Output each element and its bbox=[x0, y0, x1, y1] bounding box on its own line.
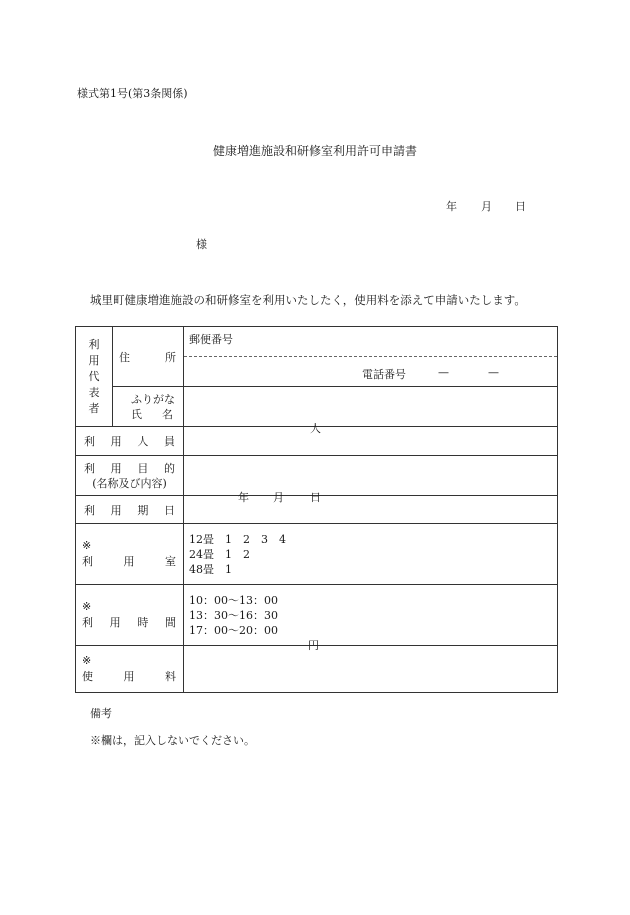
addressee-suffix: 様 bbox=[196, 238, 207, 251]
remarks-label: 備考 bbox=[90, 707, 112, 720]
phone-dash-1: — bbox=[438, 366, 449, 379]
time-options[interactable] bbox=[184, 585, 558, 646]
postal-code-label: 郵便番号 bbox=[189, 333, 233, 346]
attendees-field[interactable] bbox=[184, 422, 558, 456]
phone-label: 電話番号 bbox=[362, 368, 406, 381]
use-date-day: 日 bbox=[310, 491, 321, 504]
time-option-2[interactable]: 13：30〜16：30 bbox=[189, 608, 278, 622]
document-title: 健康増進施設和研修室利用許可申請書 bbox=[212, 144, 417, 158]
address-label: 住 所 bbox=[113, 327, 184, 387]
room-options[interactable] bbox=[184, 524, 558, 585]
name-field[interactable] bbox=[184, 387, 558, 427]
room-option-24[interactable]: 24畳 1 2 bbox=[189, 547, 250, 561]
use-date-month: 月 bbox=[273, 491, 284, 504]
time-label: ※ 利 用 時 間 bbox=[76, 585, 184, 646]
address-field[interactable] bbox=[184, 327, 558, 387]
application-form-table bbox=[75, 326, 558, 693]
phone-dash-2: — bbox=[488, 366, 499, 379]
name-label: ふりがな 氏 名 bbox=[113, 387, 184, 427]
fee-label: ※ 使 用 料 bbox=[76, 646, 184, 693]
date-day-label: 日 bbox=[515, 200, 526, 213]
staff-use-note: ※欄は，記入しないでください。 bbox=[90, 734, 255, 747]
fee-unit: 円 bbox=[308, 639, 319, 652]
room-option-12[interactable]: 12畳 1 2 3 4 bbox=[189, 532, 286, 546]
purpose-label: 利 用 目 的 (名称及び内容) bbox=[76, 456, 184, 496]
form-number: 様式第1号(第3条関係) bbox=[77, 87, 188, 100]
time-option-3[interactable]: 17：00〜20：00 bbox=[189, 623, 278, 637]
applicant-group-label: 利 用 代 表 者 bbox=[76, 327, 113, 427]
room-label: ※ 利 用 室 bbox=[76, 524, 184, 585]
fee-field[interactable] bbox=[184, 639, 558, 693]
attendees-label: 利 用 人 員 bbox=[76, 427, 184, 456]
use-date-field[interactable] bbox=[184, 491, 558, 524]
intro-text: 城里町健康増進施設の和研修室を利用いたしたく，使用料を添えて申請いたします。 bbox=[90, 293, 526, 307]
date-month-label: 月 bbox=[481, 200, 492, 213]
room-option-48[interactable]: 48畳 1 bbox=[189, 562, 232, 576]
date-year-label: 年 bbox=[446, 200, 457, 213]
time-option-1[interactable]: 10：00〜13：00 bbox=[189, 593, 278, 607]
use-date-year: 年 bbox=[238, 491, 249, 504]
use-date-label: 利 用 期 日 bbox=[76, 496, 184, 524]
attendees-unit: 人 bbox=[310, 422, 321, 435]
